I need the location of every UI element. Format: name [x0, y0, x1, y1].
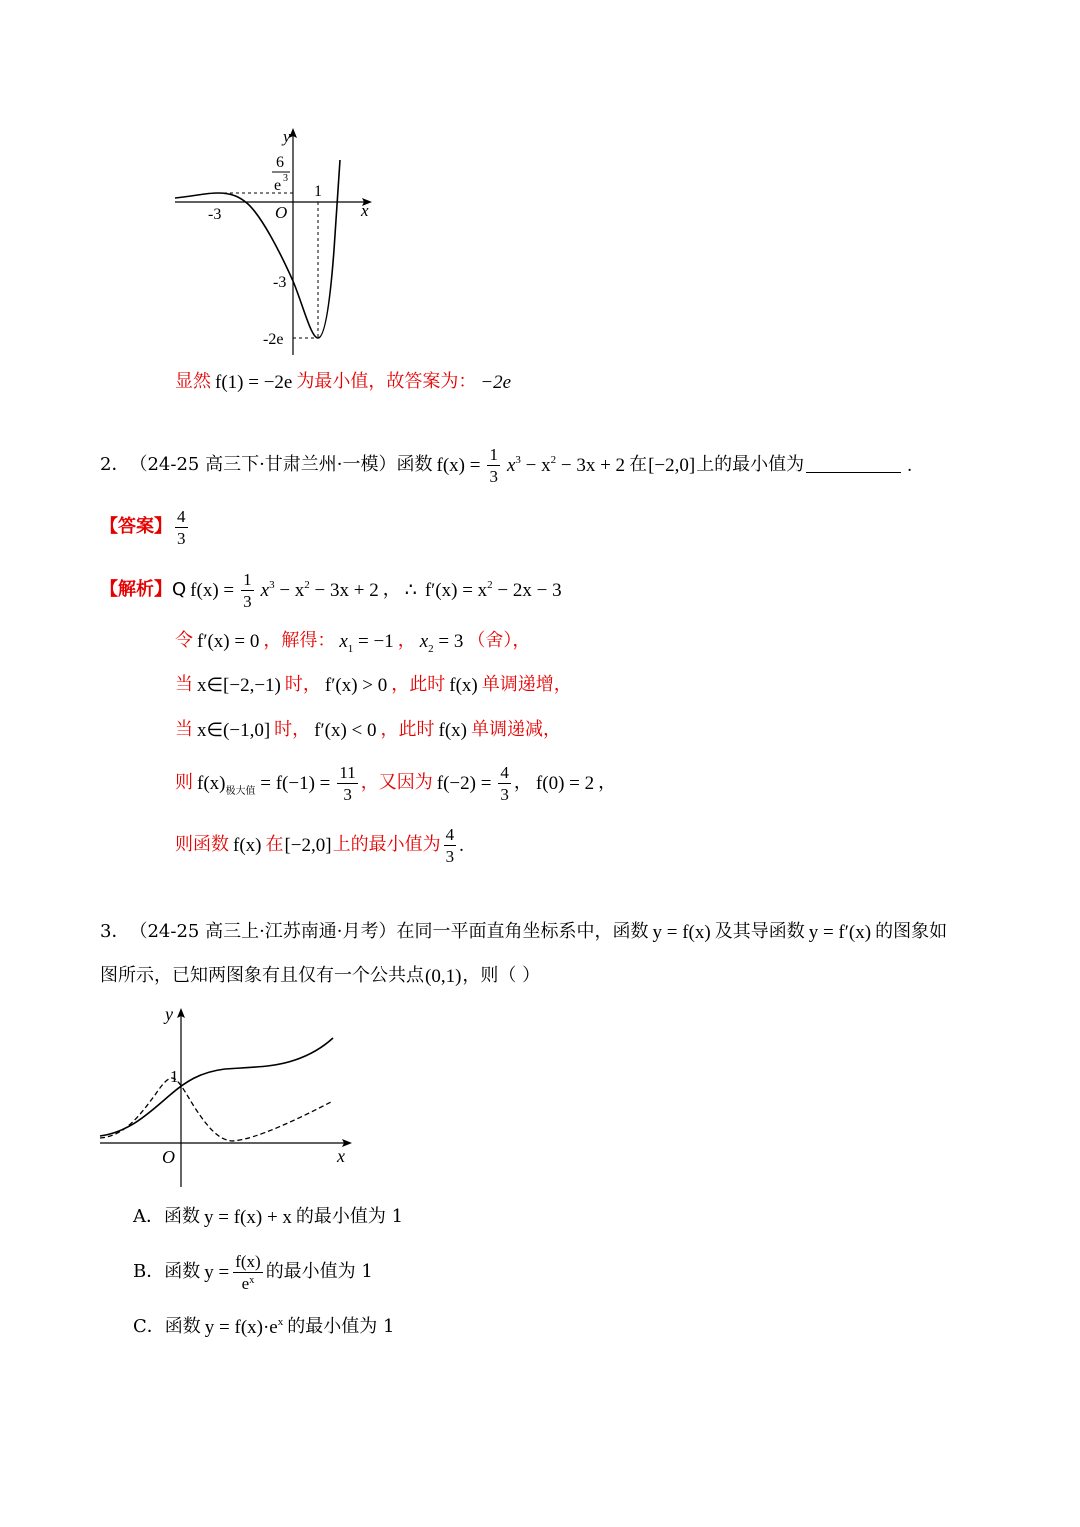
- value-at-0: f(0) = 2: [535, 772, 595, 794]
- value-at-neg2: f(−2) =: [436, 772, 492, 794]
- option-text-a: 函数: [164, 1316, 201, 1337]
- term: − 3x + 2: [314, 579, 379, 601]
- text-ling: 令: [175, 630, 193, 651]
- comma: ，: [382, 579, 401, 600]
- fraction-numerator: 11: [339, 762, 356, 782]
- function-expr: f(x): [449, 674, 478, 696]
- q2-stem-line: [100, 440, 916, 490]
- x-tick-1: 1: [314, 183, 322, 200]
- q1-conclusion-line: [175, 357, 515, 407]
- text-on: 在: [265, 834, 284, 855]
- fraction-denominator: 3: [445, 846, 455, 866]
- value: = 3: [438, 630, 464, 652]
- q2-expr-lhs: f(x) =: [436, 454, 481, 476]
- derivative-curve-dashed: [100, 1078, 333, 1141]
- text-when: 当: [175, 719, 193, 740]
- text-then-function: 则函数: [175, 834, 229, 855]
- text-time: 时，: [284, 674, 321, 695]
- q3-text-c: 的图象如: [875, 921, 948, 942]
- y-tick-neg2e: -2e: [263, 331, 284, 348]
- q3-common-point: (0,1): [425, 965, 462, 987]
- option-text-b: 的最小值为 1: [295, 1206, 404, 1227]
- analysis-line-2: [175, 616, 530, 666]
- text-solve: ，解得：: [263, 630, 336, 651]
- term: − 2x − 3: [497, 579, 562, 601]
- y-tick-neg3: -3: [273, 274, 287, 291]
- text-then: 则: [175, 772, 193, 793]
- fraction-denominator: 3: [489, 466, 498, 486]
- y-axis-label: y: [283, 127, 291, 146]
- analysis-label: 【解析】: [100, 579, 172, 600]
- base: e: [241, 1273, 250, 1293]
- option-expr: [204, 1315, 284, 1338]
- q3-number: 3．: [100, 921, 130, 942]
- derivative-sign: f′(x) < 0: [314, 719, 377, 741]
- exponent: 2: [550, 453, 557, 466]
- term: f′(x) = x: [424, 579, 488, 601]
- analysis-line-4: [175, 705, 561, 755]
- term: x: [506, 454, 516, 476]
- answer-blank: [806, 458, 901, 473]
- text-min-value: 上的最小值为: [332, 834, 441, 855]
- fraction-denominator: [242, 1273, 255, 1292]
- y-tick-1: 1: [170, 1067, 179, 1086]
- q2-end: .: [907, 454, 912, 476]
- local-max-expr: [197, 772, 331, 797]
- origin-label: O: [162, 1147, 175, 1167]
- text-then: ，此时: [380, 719, 435, 740]
- exponent: x: [277, 1315, 284, 1328]
- q2-source: （24-25 高三下·甘肃兰州·一模）: [129, 454, 397, 475]
- subscript: 1: [347, 642, 354, 655]
- term: − x: [279, 579, 305, 601]
- option-b: [133, 1247, 373, 1297]
- option-expr: y = f(x) + x: [204, 1206, 292, 1228]
- min-value-fraction: [444, 826, 457, 865]
- fraction-denominator: 3: [343, 784, 352, 804]
- q2-answer-line: [100, 502, 191, 552]
- interval-expr: x∈[−2,−1): [197, 674, 281, 696]
- function-expr: f(x): [233, 834, 262, 856]
- exponent: 3: [269, 578, 275, 591]
- origin-label: O: [275, 203, 288, 222]
- option-text-a: 函数: [164, 1206, 200, 1227]
- x-axis-label: x: [337, 1146, 345, 1166]
- option-letter: B．: [133, 1261, 165, 1282]
- subscript-local-max: 极大值: [225, 785, 256, 797]
- value: = −1: [358, 630, 394, 652]
- q3-function-derivative-graph: [95, 1000, 360, 1195]
- q3-text-a: 在同一平面直角坐标系中，函数: [396, 921, 649, 942]
- q3-text-e: ，则（ ）: [462, 965, 541, 986]
- q3-derivative-expr: y = f′(x): [808, 921, 872, 943]
- analysis-line-6: [175, 820, 464, 870]
- q2-text-a: 函数: [396, 454, 433, 475]
- comma: ，: [513, 772, 532, 793]
- function-expr: f(x): [197, 772, 226, 794]
- y-axis-label: y: [165, 1004, 173, 1024]
- analysis-line-5: [175, 758, 616, 808]
- subscript: 2: [428, 642, 434, 655]
- term: x: [260, 579, 270, 601]
- interval-expr: x∈(−1,0]: [197, 719, 271, 741]
- answer-fraction: [175, 508, 188, 547]
- q2-coef-fraction: [487, 446, 500, 485]
- text-time: 时，: [274, 719, 311, 740]
- q2-expr-terms: [506, 453, 626, 476]
- conclusion-answer: −2e: [480, 371, 512, 393]
- q3-text-d: 图所示，已知两图象有且仅有一个公共点: [100, 965, 424, 986]
- term: − 3x + 2: [560, 454, 626, 476]
- option-lhs: y =: [204, 1261, 230, 1283]
- conclusion-expr: f(1) = −2e: [215, 371, 293, 393]
- value-expr: = f(−1) =: [260, 772, 331, 794]
- text-discard: （舍），: [467, 630, 531, 651]
- exponent: 3: [515, 453, 521, 466]
- value-at-neg2-fraction: [498, 764, 511, 803]
- analysis-line-3: [175, 660, 572, 710]
- q3-source: （24-25 高三上·江苏南通·月考）: [129, 921, 397, 942]
- max-value-denominator-exp: 3: [283, 173, 288, 184]
- root-1: [339, 630, 394, 655]
- fraction-numerator: 4: [177, 506, 186, 526]
- exponent: 2: [487, 578, 493, 591]
- exponent: x: [249, 1274, 255, 1286]
- text-monotonic: 单调递增，: [481, 674, 572, 695]
- option-a: [133, 1192, 403, 1242]
- q2-number: 2．: [100, 454, 130, 475]
- analysis-lhs: f(x) =: [190, 579, 235, 601]
- because-symbol: Q: [172, 579, 187, 600]
- fraction-numerator: 1: [243, 569, 252, 589]
- derivative-expr: [424, 578, 562, 601]
- derivative-sign: f′(x) > 0: [324, 674, 388, 696]
- max-value-numerator: 6: [276, 154, 284, 171]
- option-letter: A．: [133, 1206, 164, 1227]
- period: .: [459, 834, 464, 856]
- fraction-denominator: 3: [500, 784, 509, 804]
- exponent: 2: [304, 578, 310, 591]
- q3-text-b: 及其导函数: [714, 921, 805, 942]
- analysis-coef-fraction: [241, 571, 254, 610]
- therefore-symbol: ∴: [404, 579, 417, 601]
- fraction-denominator: 3: [243, 591, 252, 611]
- x-tick-neg3: -3: [208, 206, 222, 223]
- text-when: 当: [175, 674, 193, 695]
- function-expr: f(x): [438, 719, 468, 741]
- comma: ，: [397, 630, 416, 651]
- fraction-numerator: 4: [500, 762, 509, 782]
- local-max-fraction: [337, 764, 357, 803]
- option-text-b: 的最小值为 1: [287, 1316, 395, 1337]
- q2-text-b: 在: [629, 454, 648, 475]
- root-2: [419, 630, 464, 655]
- fraction-numerator: f(x): [235, 1251, 261, 1271]
- comma: ，: [598, 772, 617, 793]
- text-monotonic: 单调递减，: [471, 719, 562, 740]
- expr: y = f(x)·e: [204, 1316, 278, 1338]
- conclusion-lead: 显然: [175, 371, 211, 392]
- variable: x: [339, 630, 348, 652]
- q3-stem-line-2: [100, 951, 540, 1001]
- option-fraction: [233, 1253, 262, 1292]
- option-text-b: 的最小值为 1: [265, 1261, 373, 1282]
- fraction-numerator: 4: [445, 824, 455, 844]
- option-text-a: 函数: [164, 1261, 201, 1282]
- variable: x: [419, 630, 429, 652]
- answer-label: 【答案】: [100, 516, 172, 537]
- q2-text-c: 上的最小值为: [696, 454, 805, 475]
- q3-function-expr: y = f(x): [652, 921, 711, 943]
- analysis-line-1: [100, 565, 566, 615]
- q3-stem-line-1: [100, 907, 947, 957]
- conclusion-mid: 为最小值，故答案为：: [296, 371, 477, 392]
- fraction-numerator: 1: [489, 444, 498, 464]
- function-curve-solid: [100, 1038, 333, 1136]
- x-axis-label: x: [361, 201, 369, 220]
- text-then: ，此时: [391, 674, 446, 695]
- max-value-denominator: e: [274, 177, 282, 194]
- text-because: ，又因为: [360, 772, 433, 793]
- derivative-zero: f′(x) = 0: [197, 630, 260, 652]
- fraction-denominator: 3: [177, 528, 186, 548]
- q1-function-graph: [170, 125, 380, 360]
- term: − x: [525, 454, 551, 476]
- option-c: [133, 1302, 394, 1352]
- q2-interval: [−2,0]: [648, 454, 696, 476]
- analysis-terms: [260, 578, 379, 601]
- option-letter: C．: [133, 1316, 165, 1337]
- interval-expr: [−2,0]: [284, 834, 332, 856]
